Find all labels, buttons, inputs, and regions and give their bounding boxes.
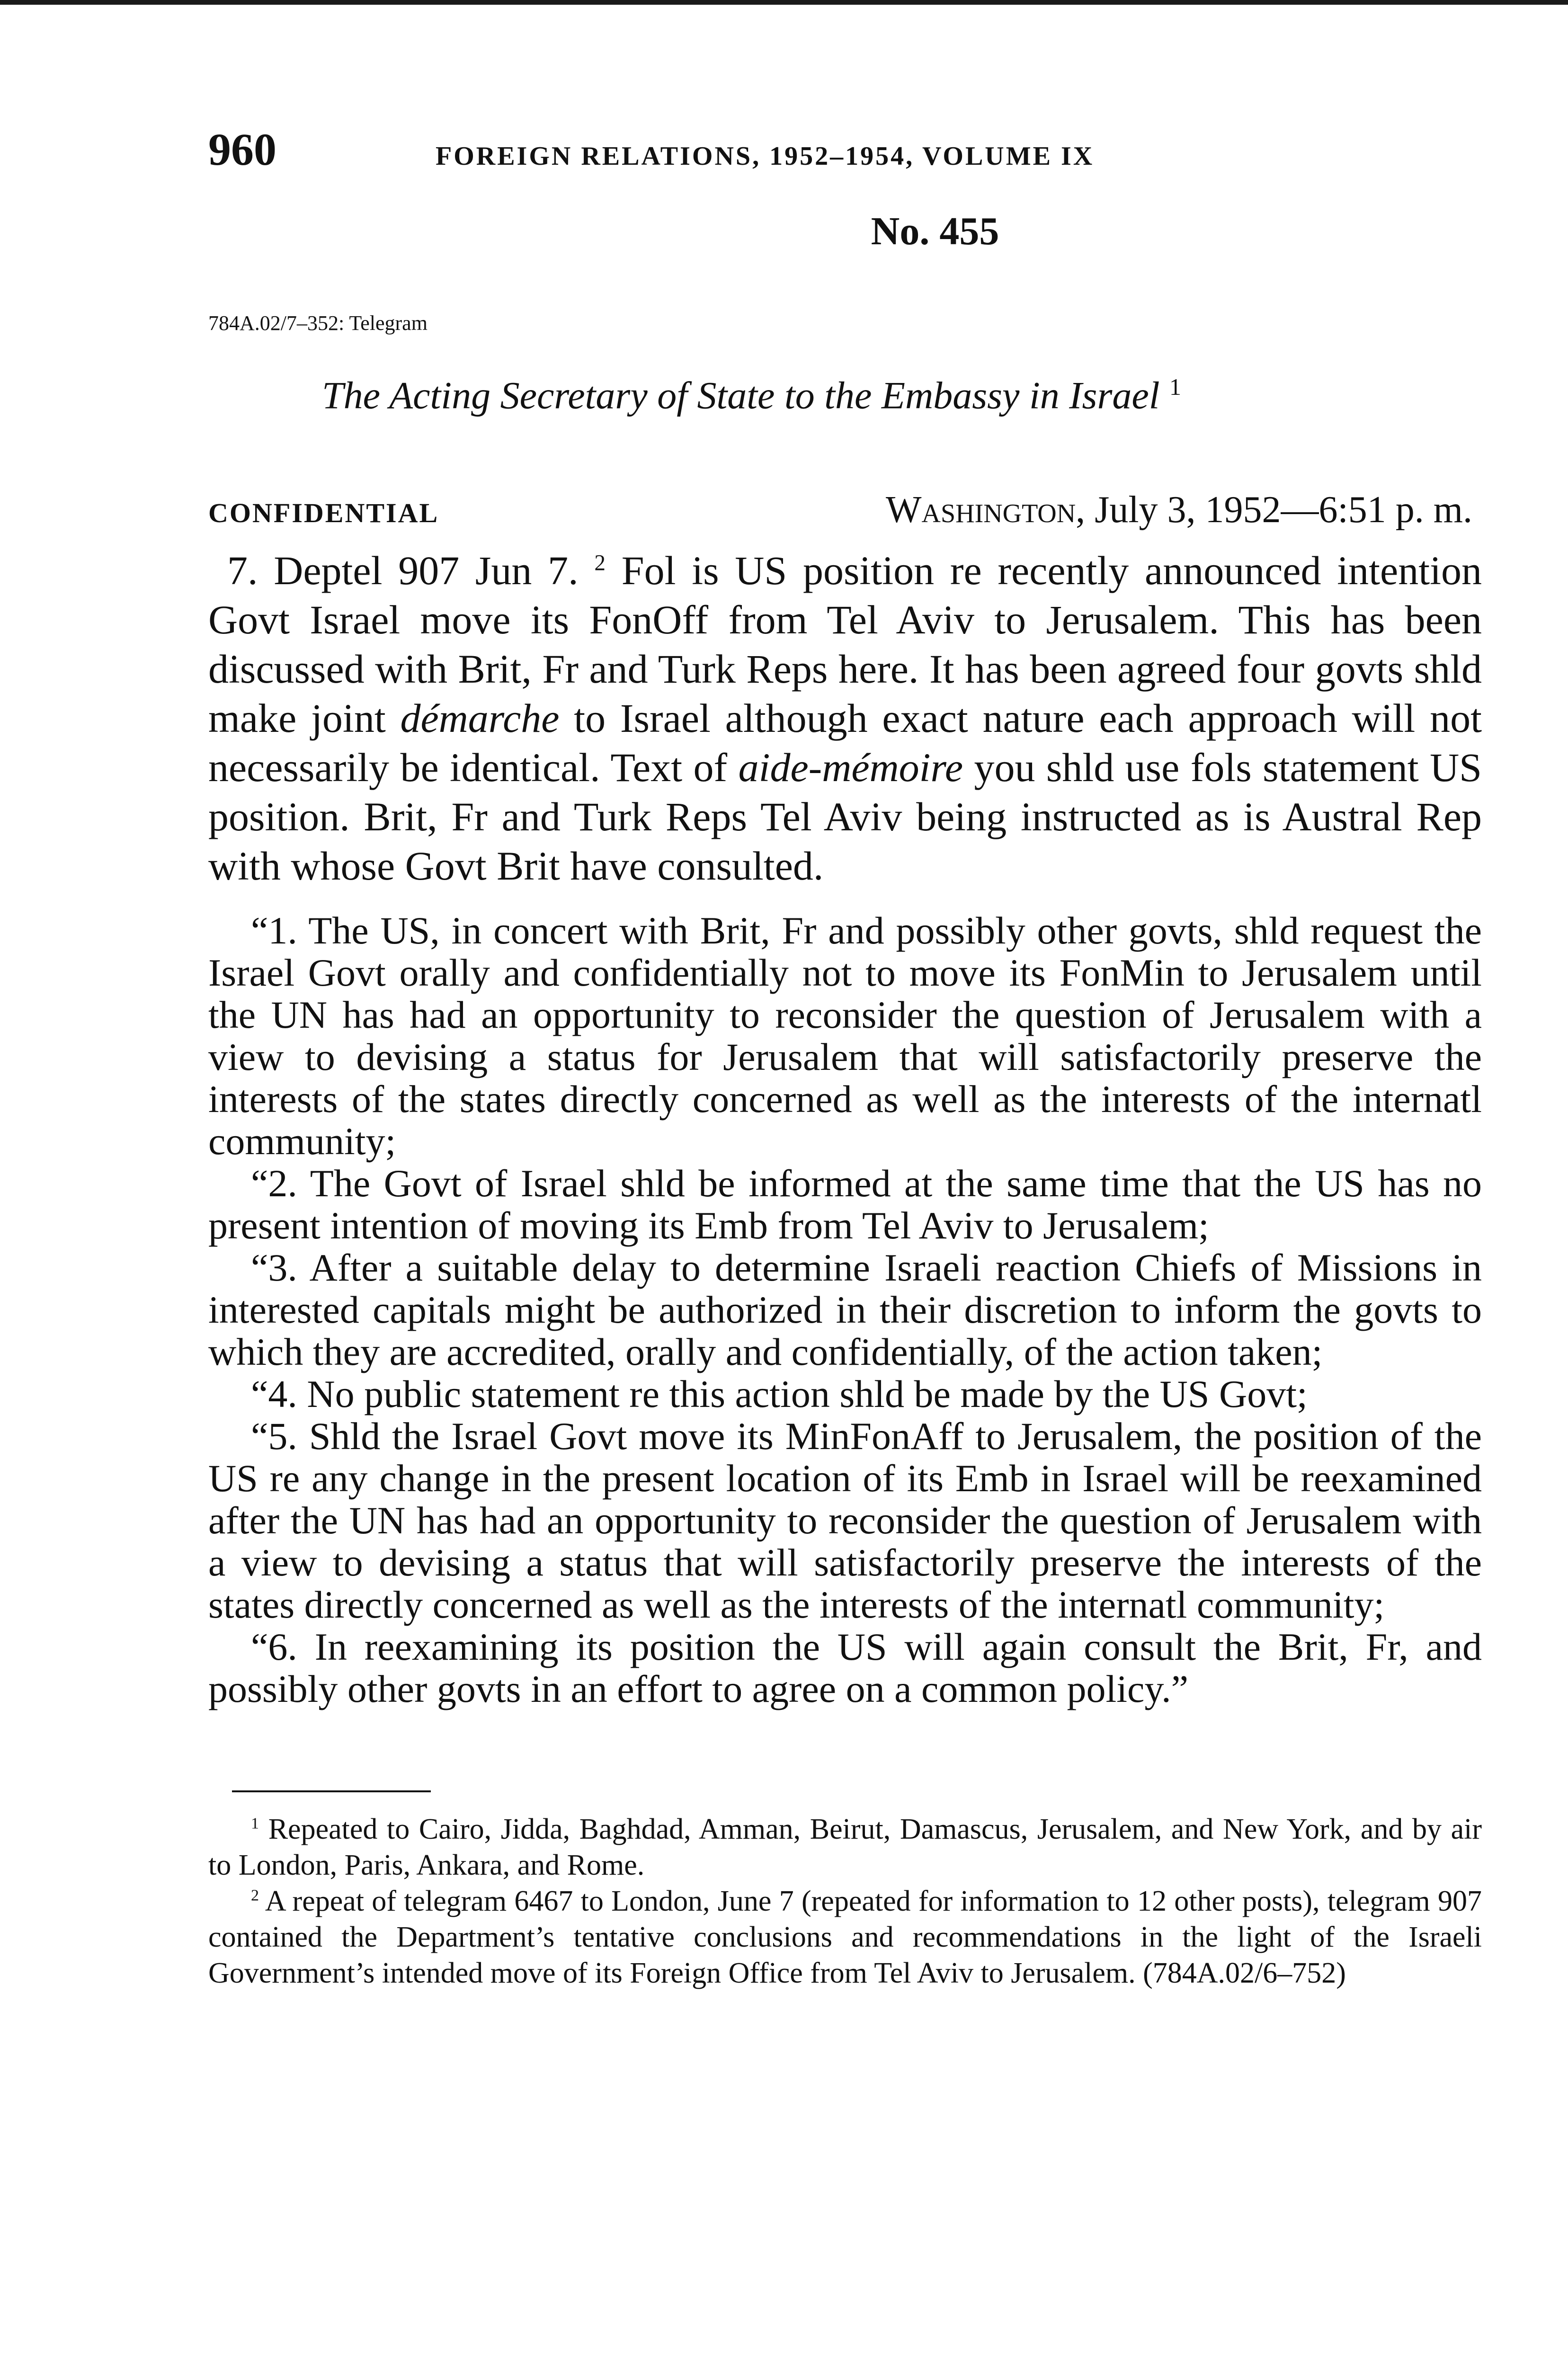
- intro-part-3: you shld use fols statement US position. Brit, Fr and Turk Reps Tel Aviv being instructed as is Austral Rep with whose Govt Brit have consulted.: [208, 745, 1482, 889]
- footnotes: [208, 1811, 1482, 1991]
- intro-italic-aide-memoire: aide-mémoire: [738, 745, 963, 791]
- point-5: “5. Shld the Israel Govt move its MinFonAff to Jerusalem, the position of the US re any change in the present location of its Emb in Israel will be reexamined after the UN has had an opportunity to reconsider the question of Jerusalem with a view to devising a status that will satisfactorily preserve the interests of the states directly concerned as well as the interests of the internatl community;: [208, 1415, 1482, 1627]
- point-2: “2. The Govt of Israel shld be informed at the same time that the US has no present intention of moving its Emb from Tel Aviv to Jerusalem;: [208, 1162, 1482, 1247]
- footnote-2-text: A repeat of telegram 6467 to London, June 7 (repeated for information to 12 other posts), telegram 907 contained the Department’s tentative conclusions and recommendations in the light of the Israeli Government’s intended move of its Foreign Office from Tel Aviv to Jerusalem. (784A.02/6–752): [208, 1885, 1482, 1990]
- point-1: “1. The US, in concert with Brit, Fr and possibly other govts, shld request the Israel Govt orally and confidentially not to move its FonMin to Jerusalem until the UN has had an opportunity to reconsider the question of Jerusalem with a view to devising a status for Jerusalem that will satisfactorily preserve the interests of the states directly concerned as well as the interests of the internatl community;: [208, 909, 1482, 1163]
- footnote-mark-2: 2: [594, 551, 606, 576]
- document-page: [208, 123, 1482, 1991]
- dateline: [208, 489, 1482, 532]
- running-title: FOREIGN RELATIONS, 1952–1954, VOLUME IX: [436, 142, 1095, 171]
- date-line: [886, 489, 1482, 532]
- top-edge-rule: [0, 0, 1568, 5]
- footnote-divider: [232, 1790, 431, 1792]
- footnote-2-mark: 2: [251, 1886, 259, 1904]
- intro-paragraph: [208, 546, 1482, 890]
- footnote-1: [208, 1811, 1482, 1883]
- classification-label: CONFIDENTIAL: [208, 498, 439, 529]
- document-number: No. 455: [871, 209, 999, 253]
- document-title: [208, 373, 1482, 418]
- date-time: July 3, 1952—6:51 p. m.: [1095, 489, 1472, 531]
- footnote-2: [208, 1883, 1482, 1991]
- date-place: Washington,: [886, 489, 1086, 531]
- document-title-text: The Acting Secretary of State to the Embassy in Israel: [322, 374, 1160, 417]
- intro-italic-demarche: démarche: [400, 695, 560, 741]
- point-3: “3. After a suitable delay to determine Israeli reaction Chiefs of Missions in interested capitals might be authorized in their discretion to inform the govts to which they are accredited, orally and confidentially, of the action taken;: [208, 1246, 1482, 1374]
- point-6: “6. In reexamining its position the US will again consult the Brit, Fr, and possibly other govts in an effort to agree on a common policy.”: [208, 1625, 1482, 1711]
- position-points: [208, 909, 1482, 1710]
- intro-start: 7. Deptel 907 Jun 7.: [227, 548, 579, 594]
- point-4: “4. No public statement re this action shld be made by the US Govt;: [251, 1372, 1308, 1416]
- file-reference: 784A.02/7–352: Telegram: [208, 311, 428, 335]
- telegram-body: [208, 546, 1482, 1710]
- page-number: 960: [208, 124, 276, 175]
- intro-part-2: to Israel although exact nature each approach will not necessarily be identical. Text of: [208, 695, 1482, 791]
- footnote-1-text: Repeated to Cairo, Jidda, Baghdad, Amman, Beirut, Damascus, Jerusalem, and New York, and by air to London, Paris, Ankara, and Rome.: [208, 1813, 1482, 1882]
- intro-part-1: Fol is US position re recently announced intention Govt Israel move its FonOff from Tel Aviv to Jerusalem. This has been discussed with Brit, Fr and Turk Reps here. It has been agreed four govts shld make joint: [208, 548, 1482, 741]
- footnote-1-mark: 1: [251, 1815, 259, 1833]
- running-head: [208, 123, 1482, 180]
- footnote-mark-1: 1: [1169, 374, 1182, 400]
